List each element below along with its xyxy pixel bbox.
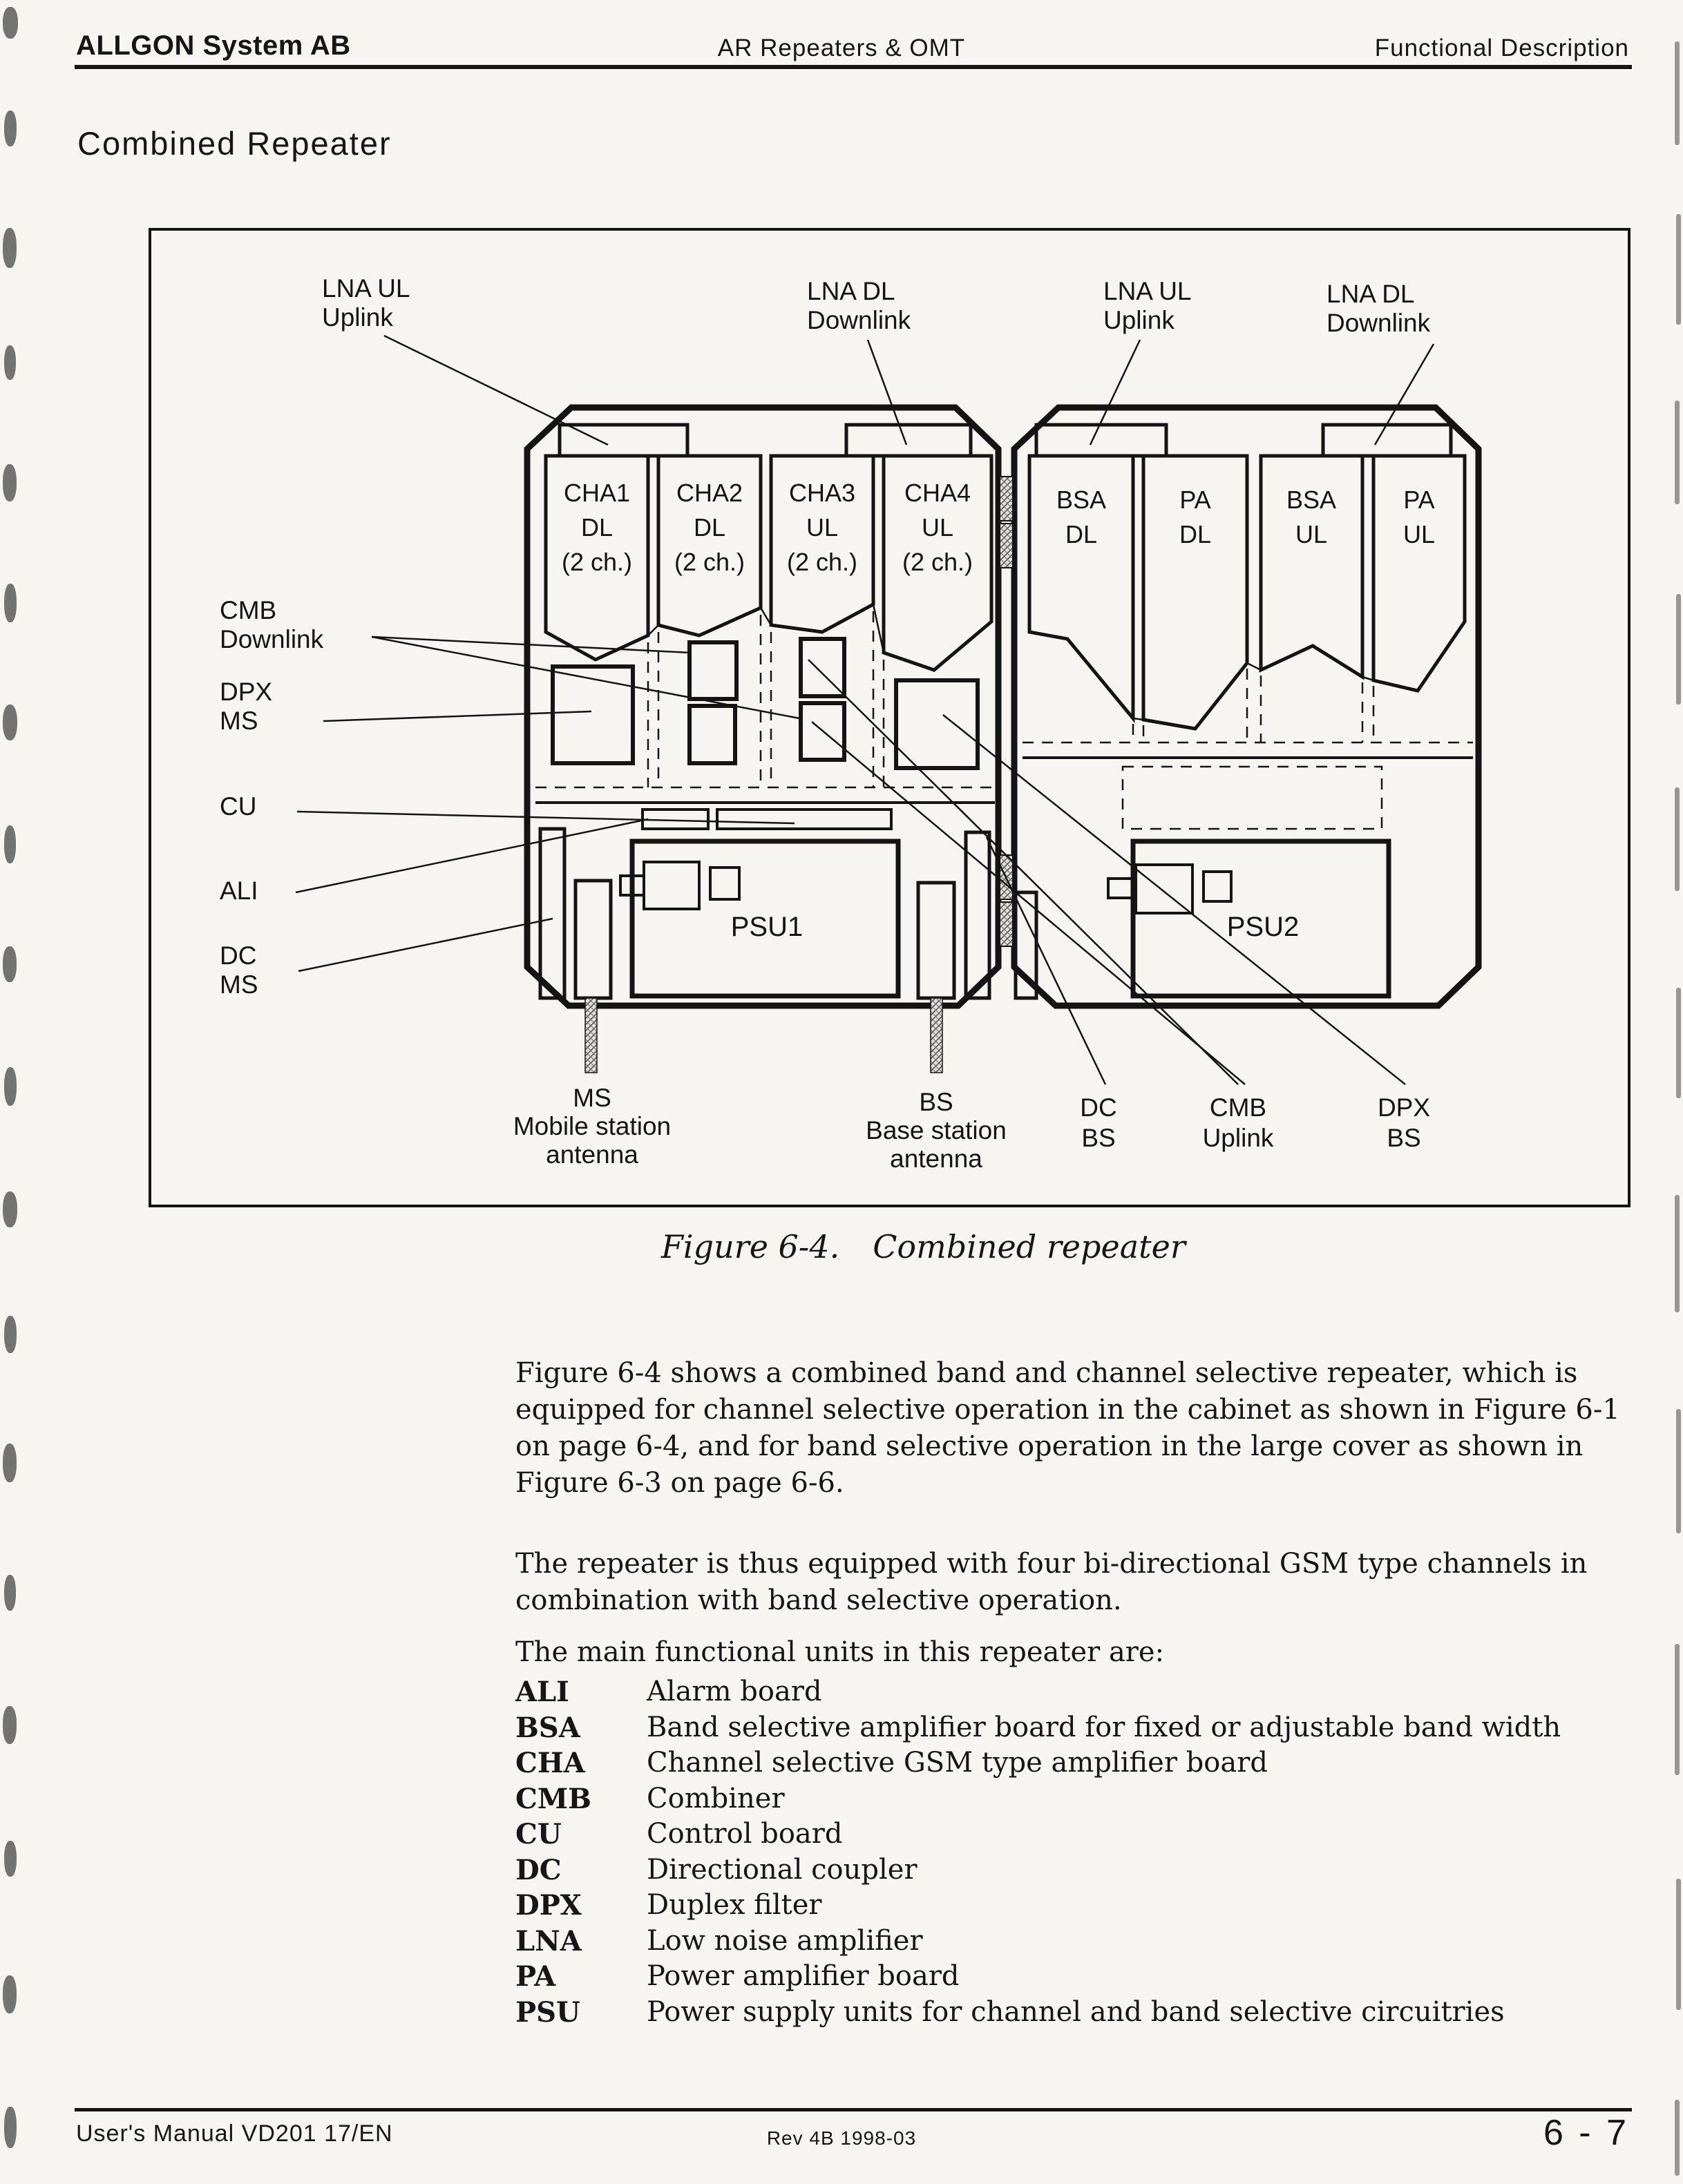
- scan-artifact: [1676, 214, 1681, 325]
- cha1-text3: (2 ch.): [561, 548, 633, 576]
- lna-ul-module-left: [560, 425, 687, 456]
- label-ms: MS: [573, 1084, 611, 1112]
- bsa-dl-text: BSA: [1056, 486, 1107, 514]
- cha2-text3: (2 ch.): [674, 548, 745, 576]
- cha3-text3: (2 ch.): [786, 548, 858, 576]
- pa-ul-text2: UL: [1402, 520, 1436, 548]
- label-dc-bs-b: BS: [1081, 1124, 1116, 1152]
- scan-artifact: [4, 111, 17, 146]
- psu1-connector-1: [644, 862, 699, 909]
- scan-artifact: [4, 825, 16, 863]
- cha4-text2: UL: [921, 513, 954, 542]
- lna-dl-module-left: [846, 425, 971, 456]
- psu2-connector-1: [1136, 865, 1192, 913]
- abbr-desc: Low noise amplifier: [647, 1924, 923, 1957]
- paragraph-1: Figure 6-4 shows a combined band and channel selective repeater, which is equipped for channel selective operation in the cabinet as shown in Figure 6-1 on page 6-4, and for band selective operation in the large cover as shown in Figure 6-3 on page 6-6.: [515, 1357, 1620, 1499]
- scan-artifact: [1675, 401, 1680, 504]
- label-lna-ul-1: LNA UL: [322, 274, 410, 303]
- scan-artifact: [4, 1067, 17, 1106]
- scan-artifact: [4, 1316, 17, 1353]
- header-company: ALLGON System AB: [76, 30, 351, 61]
- abbr-desc: Alarm board: [647, 1676, 822, 1707]
- pa-dl-text2: DL: [1179, 520, 1212, 548]
- label-lna-ul-3: LNA UL: [1103, 277, 1192, 305]
- label-cmb-uplink-b: Uplink: [1202, 1124, 1274, 1152]
- label-ms-c: antenna: [546, 1140, 638, 1169]
- label-cmb-downlink: CMB: [220, 596, 277, 624]
- abbr-term: CHA: [515, 1747, 585, 1779]
- scan-artifact: [3, 705, 17, 740]
- leader-lines: [296, 336, 1434, 1084]
- cha3-text2: UL: [806, 513, 839, 542]
- label-dc-bs: DC: [1080, 1093, 1117, 1122]
- cha4-text3: (2 ch.): [902, 548, 973, 576]
- cha1-text2: DL: [580, 513, 614, 542]
- slot-guides-right: [1023, 669, 1473, 829]
- scan-artifact: [3, 1975, 17, 2013]
- dc-bs-coupler: [966, 832, 989, 998]
- label-dc-ms-b: MS: [220, 970, 258, 999]
- scan-artifact: [1676, 594, 1681, 705]
- abbr-desc: Band selective amplifier board for fixed or adjustable band width: [647, 1711, 1561, 1743]
- scan-artifact: [1676, 988, 1681, 1098]
- lna-dl-module-right: [1323, 425, 1451, 456]
- bsa-dl-text2: DL: [1065, 520, 1098, 548]
- cmb-downlink-box-2: [690, 706, 735, 763]
- scan-artifact: [1675, 787, 1680, 891]
- scan-artifact: [3, 1706, 17, 1744]
- abbr-desc: Duplex filter: [647, 1889, 822, 1921]
- abbr-desc: Directional coupler: [647, 1853, 917, 1886]
- scan-artifact: [3, 464, 17, 501]
- label-lna-dl-4: LNA DL: [1327, 280, 1415, 308]
- label-dc-ms: DC: [220, 941, 257, 970]
- header-section: Functional Description: [1374, 35, 1629, 61]
- cu-control-board: [717, 810, 891, 829]
- tear-line: [1133, 663, 1373, 720]
- label-dpx-bs: DPX: [1377, 1093, 1431, 1122]
- label-bs-c: antenna: [890, 1144, 982, 1173]
- label-lna-dl-4b: Downlink: [1327, 309, 1431, 337]
- abbr-term: PSU: [515, 1995, 580, 2029]
- abbr-term: BSA: [515, 1711, 580, 1744]
- psu1-text: PSU1: [730, 912, 804, 942]
- scan-artifact: [3, 946, 17, 982]
- scan-artifact: [4, 1575, 16, 1611]
- header-product: AR Repeaters & OMT: [717, 35, 966, 61]
- abbr-term: DC: [515, 1853, 562, 1886]
- hinge-block: [1000, 902, 1013, 946]
- cmb-downlink-box-1: [690, 642, 736, 699]
- pa-dl-text: PA: [1179, 486, 1211, 514]
- abbr-term: LNA: [515, 1924, 582, 1957]
- psu1-connector-2: [710, 868, 739, 899]
- hinge-block: [1000, 524, 1013, 568]
- abbr-term: DPX: [515, 1889, 582, 1922]
- cha3-text: CHA3: [788, 479, 856, 507]
- paragraph-2: The repeater is thus equipped with four bi-directional GSM type channels in combination with band selective operation.: [515, 1548, 1588, 1616]
- scan-artifact: [1675, 1195, 1680, 1312]
- scan-artifact: [1676, 1409, 1681, 1533]
- label-ali: ALI: [220, 877, 258, 905]
- abbr-term: CMB: [515, 1782, 591, 1815]
- label-ms-b: Mobile station: [513, 1112, 672, 1140]
- bsa-ul-text: BSA: [1286, 486, 1337, 514]
- bs-antenna-port: [918, 883, 954, 998]
- label-dpx-bs-b: BS: [1387, 1124, 1421, 1152]
- label-dpx-ms: DPX: [220, 678, 273, 706]
- psu2-text: PSU2: [1226, 912, 1300, 942]
- tear-line: [648, 604, 884, 653]
- paragraph-3: The main functional units in this repeater are:: [515, 1636, 1165, 1668]
- label-lna-ul-3b: Uplink: [1103, 306, 1175, 334]
- dpx-ms-filter: [553, 667, 633, 763]
- abbr-desc: Power supply units for channel and band selective circuitries: [647, 1995, 1505, 2028]
- abbr-desc: Power amplifier board: [647, 1960, 960, 1992]
- label-lna-dl-2b: Downlink: [807, 306, 911, 334]
- scan-artifact: [4, 584, 17, 622]
- slot-guides-left: [535, 611, 995, 841]
- figure-combined-repeater: [149, 228, 1630, 1209]
- cha4-text: CHA4: [904, 479, 971, 507]
- cha1-text: CHA1: [563, 479, 631, 507]
- pa-ul-text: PA: [1403, 486, 1435, 514]
- dc-ms-coupler: [540, 829, 564, 998]
- scan-artifact: [3, 228, 17, 268]
- lna-ul-module-right: [1036, 425, 1166, 456]
- scan-artifact: [3, 1444, 17, 1482]
- abbr-term: CU: [515, 1818, 562, 1850]
- scan-artifact: [1676, 1879, 1681, 2010]
- label-cu: CU: [220, 792, 257, 821]
- label-lna-dl-2: LNA DL: [807, 277, 895, 305]
- figure-frame: [150, 229, 1629, 1206]
- abbr-desc: Control board: [647, 1818, 843, 1850]
- label-cmb-uplink: CMB: [1209, 1093, 1267, 1122]
- ms-antenna-port: [576, 881, 611, 998]
- abbr-term: PA: [515, 1960, 556, 1993]
- bs-antenna-cable: [931, 998, 942, 1073]
- abbr-desc: Channel selective GSM type amplifier board: [647, 1747, 1268, 1779]
- scan-artifact: [3, 1191, 17, 1227]
- bsa-ul-text2: UL: [1295, 520, 1328, 548]
- footer-revision: Rev 4B 1998-03: [766, 2127, 917, 2149]
- label-bs-b: Base station: [866, 1116, 1007, 1144]
- abbreviation-list: [515, 1674, 1650, 2030]
- ms-antenna-cable: [585, 998, 597, 1073]
- label-dpx-ms-b: MS: [220, 707, 258, 735]
- dpx-bs-filter: [896, 680, 978, 768]
- figure-caption: [661, 1228, 1186, 1265]
- label-lna-ul-1b: Uplink: [322, 303, 393, 332]
- abbr-term: ALI: [515, 1676, 569, 1708]
- abbr-desc: Combiner: [647, 1782, 785, 1814]
- label-cmb-downlink-b: Downlink: [220, 625, 324, 653]
- header-rule: [75, 65, 1632, 69]
- label-bs: BS: [919, 1088, 953, 1116]
- scan-artifact: [4, 1841, 17, 1877]
- footer-rule: [75, 2108, 1632, 2111]
- footer-page-number: 6 - 7: [1543, 2113, 1629, 2153]
- figure-caption-title: Combined repeater: [873, 1228, 1186, 1265]
- cha2-text2: DL: [693, 513, 726, 542]
- scan-artifact: [4, 345, 16, 380]
- scan-artifact: [1675, 1644, 1680, 1775]
- hinge-block: [1000, 477, 1013, 521]
- figure-caption-number: Figure 6-4.: [661, 1228, 840, 1265]
- footer-manual: User's Manual VD201 17/EN: [76, 2120, 393, 2147]
- cha2-text: CHA2: [676, 479, 743, 507]
- psu2-connector-2: [1204, 872, 1231, 901]
- page-title: Combined Repeater: [77, 125, 392, 162]
